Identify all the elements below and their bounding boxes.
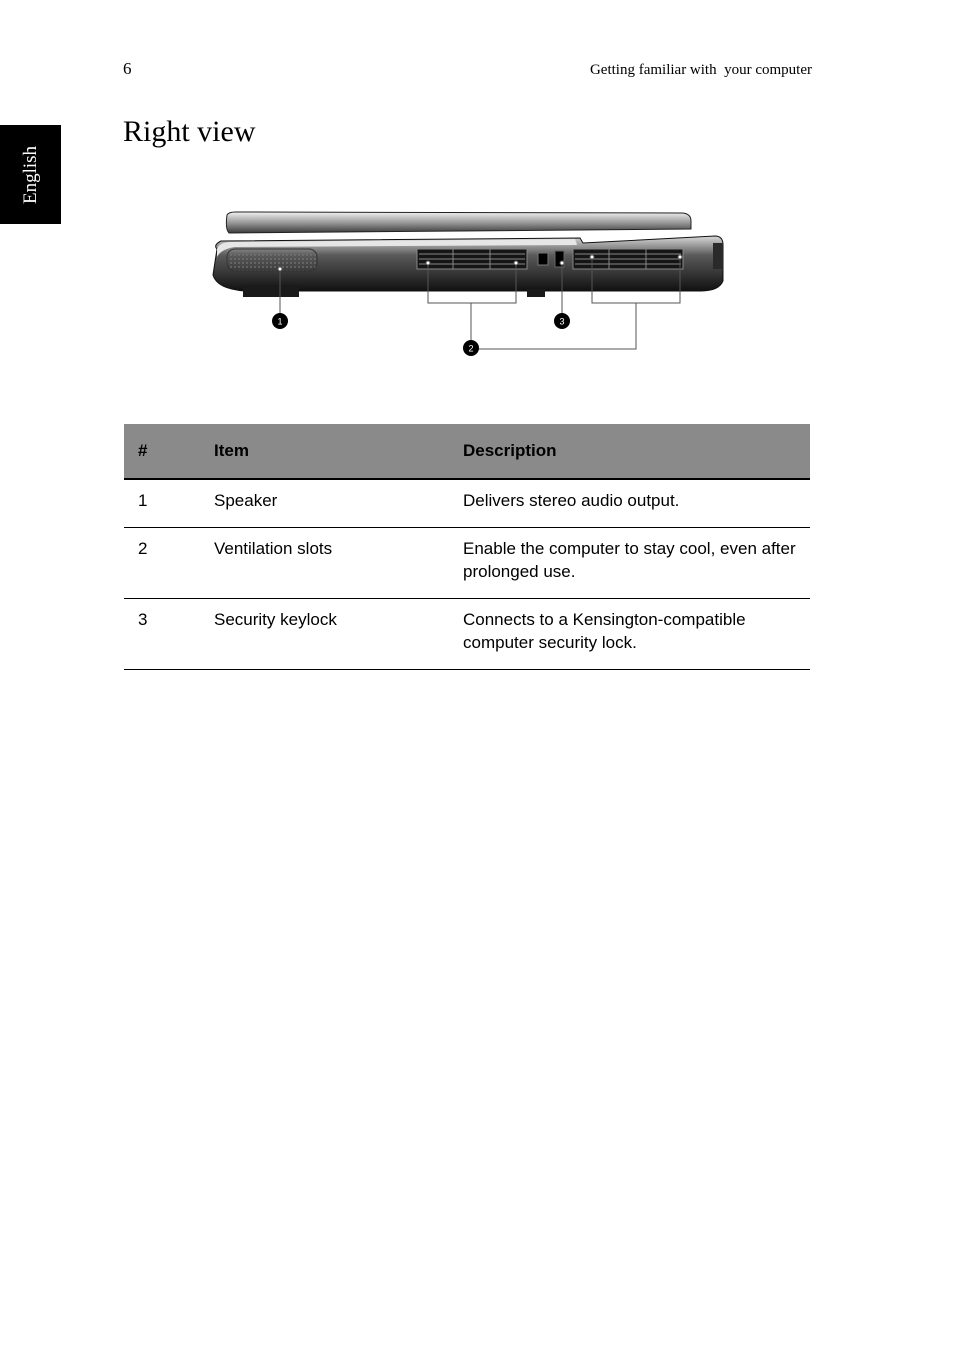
vent-slots-right [573,249,683,269]
callout-2 [463,340,479,356]
row-description: Delivers stereo audio output. [449,479,810,528]
svg-text:1: 1 [277,316,283,327]
language-tab [0,125,61,224]
running-header: Getting familiar with your computer [589,62,812,78]
column-header-item: Item [200,424,449,479]
laptop-lid [226,212,691,233]
row-item: Ventilation slots [200,528,449,599]
page-number: 6 [123,59,132,78]
row-description: Enable the computer to stay cool, even after prolonged use. [449,528,810,599]
row-number: 2 [124,528,200,599]
callout-1 [272,313,288,329]
row-number: 1 [124,479,200,528]
vent-slots-left [417,249,527,269]
svg-text:2: 2 [468,343,474,354]
row-item: Security keylock [200,599,449,670]
table-row [124,479,810,528]
language-tab-label: English [19,145,41,204]
callout-3 [554,313,570,329]
column-header-description: Description [449,424,810,479]
table-header-row [124,424,810,479]
section-title: Right view [123,115,256,148]
svg-text:3: 3 [559,316,565,327]
right-view-items-table [124,424,810,670]
column-header-number: # [124,424,200,479]
table-row [124,599,810,670]
laptop-right-view-illustration [205,205,730,365]
row-description: Connects to a Kensington-compatible computer security lock. [449,599,810,670]
speaker-grille [227,249,317,271]
row-item: Speaker [200,479,449,528]
table-row [124,528,810,599]
security-keylock-slot [538,253,548,265]
row-number: 3 [124,599,200,670]
